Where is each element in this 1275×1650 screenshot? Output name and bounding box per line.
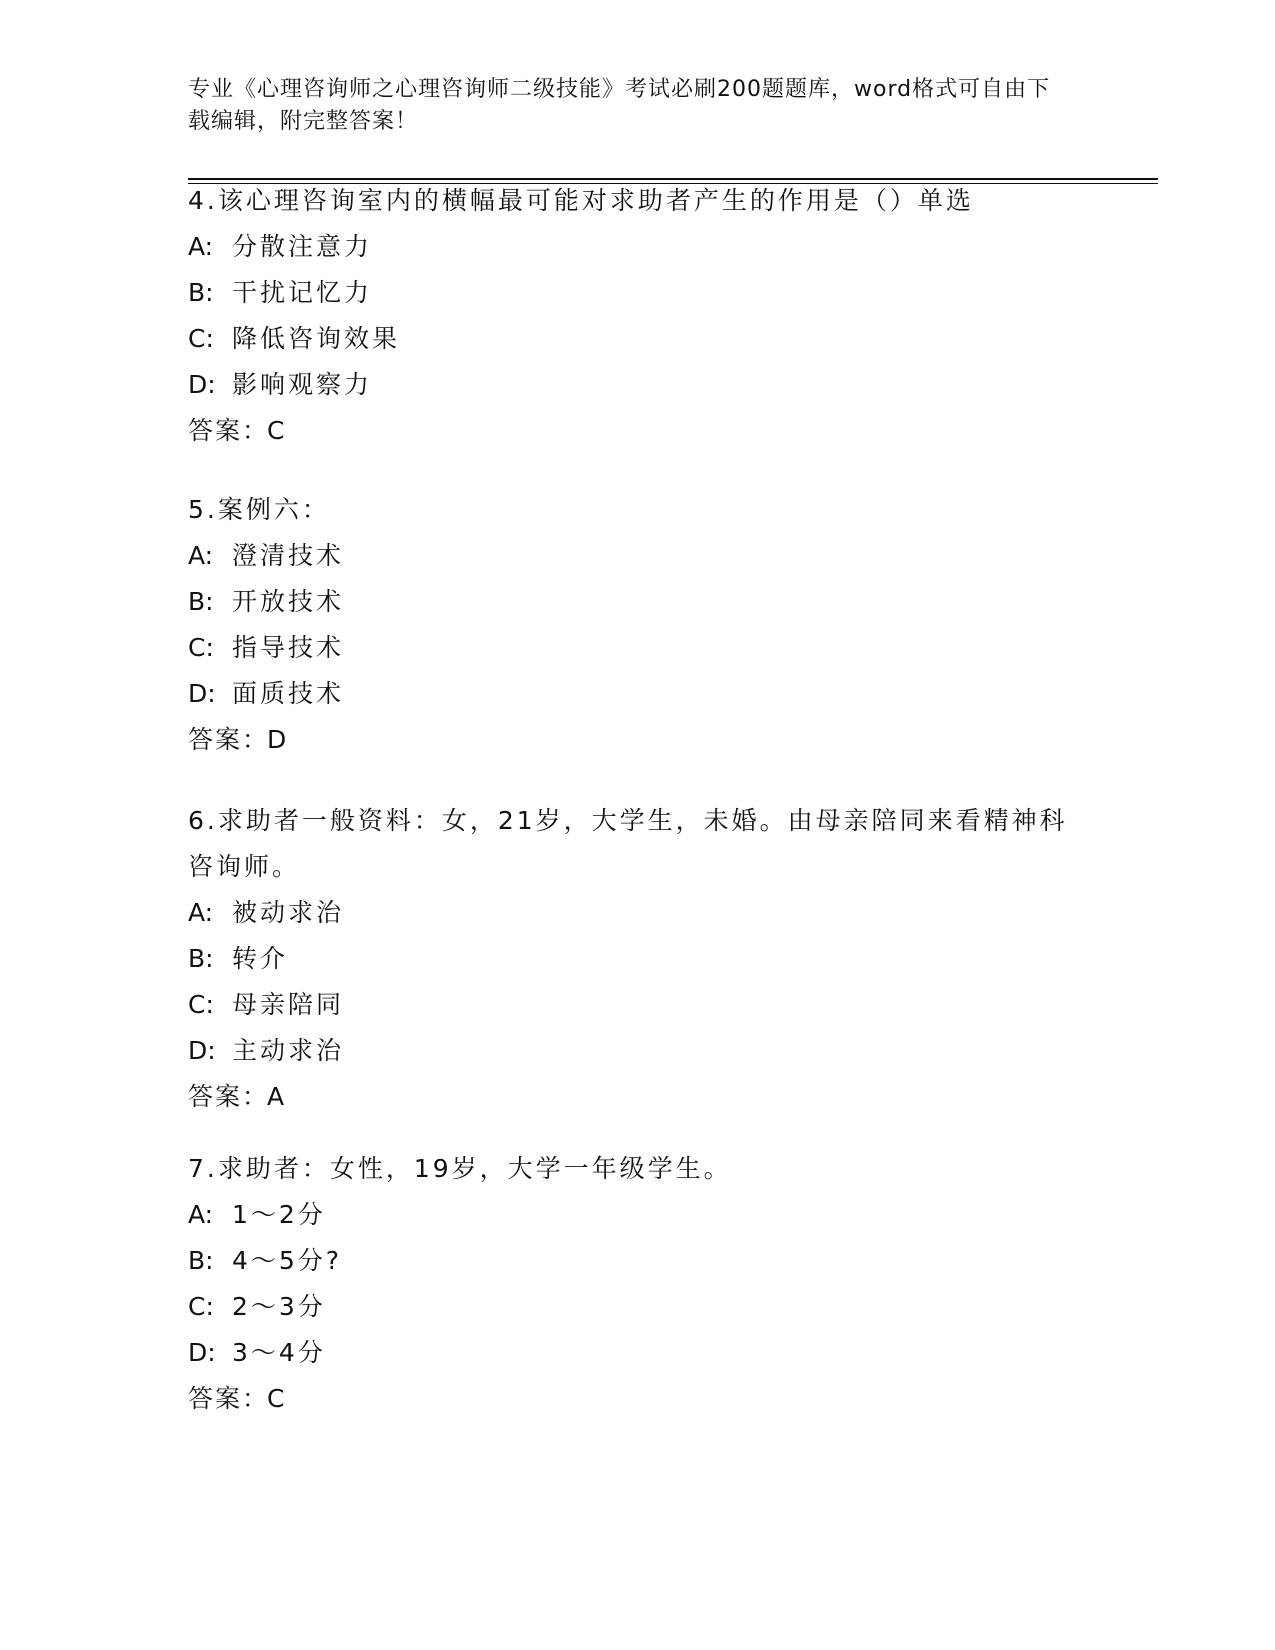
- option-text: 指导技术: [232, 633, 345, 662]
- answer-label: 答案: [188, 416, 243, 445]
- option-key: A:: [188, 232, 214, 261]
- option-text: 被动求治: [232, 898, 345, 927]
- option-text: 澄清技术: [232, 541, 345, 570]
- question-stem: 6.求助者一般资料：女，21岁，大学生，未婚。由母亲陪同来看精神科咨询师。: [188, 806, 1068, 881]
- option-key: B:: [188, 587, 214, 616]
- answer-label: 答案: [188, 725, 243, 754]
- option-key: C:: [188, 324, 214, 353]
- option-key: D:: [188, 1338, 216, 1367]
- option-text: 影响观察力: [232, 370, 373, 399]
- option-text: 2～3分: [232, 1292, 326, 1321]
- option-key: A:: [188, 898, 214, 927]
- option-text: 3～4分: [232, 1338, 326, 1367]
- option-text: 开放技术: [232, 587, 345, 616]
- option-key: B:: [188, 944, 214, 973]
- option-c: [188, 625, 1088, 671]
- option-text: 干扰记忆力: [232, 278, 373, 307]
- answer-line: [188, 408, 1088, 454]
- question-stem: 7.求助者：女性，19岁，大学一年级学生。: [188, 1154, 732, 1183]
- option-key: A:: [188, 541, 214, 570]
- option-a: [188, 890, 1088, 936]
- option-text: 分散注意力: [232, 232, 373, 261]
- option-key: D:: [188, 679, 216, 708]
- option-text: 降低咨询效果: [232, 324, 401, 353]
- option-b: [188, 270, 1088, 316]
- document-header: 专业《心理咨询师之心理咨询师二级技能》考试必刷200题题库，word格式可自由下载编辑，附完整答案！: [188, 77, 1051, 134]
- answer-value: A: [267, 1082, 285, 1111]
- answer-separator: ：: [242, 725, 268, 754]
- option-c: [188, 316, 1088, 362]
- question-7: [188, 1146, 1088, 1422]
- answer-separator: ：: [242, 416, 268, 445]
- option-d: [188, 1330, 1088, 1376]
- option-key: C:: [188, 990, 214, 1019]
- option-key: B:: [188, 278, 214, 307]
- answer-separator: ：: [242, 1384, 268, 1413]
- answer-value: C: [267, 1384, 285, 1413]
- question-5: [188, 487, 1088, 763]
- option-text: 转介: [232, 944, 289, 973]
- option-key: C:: [188, 1292, 214, 1321]
- option-key: C:: [188, 633, 214, 662]
- option-key: D:: [188, 370, 216, 399]
- option-key: D:: [188, 1036, 216, 1065]
- question-6: [188, 798, 1088, 1120]
- answer-value: C: [267, 416, 285, 445]
- answer-line: [188, 717, 1088, 763]
- answer-label: 答案: [188, 1384, 243, 1413]
- option-b: [188, 1238, 1088, 1284]
- answer-value: D: [267, 725, 287, 754]
- question-stem: 5.案例六：: [188, 495, 330, 524]
- option-b: [188, 579, 1088, 625]
- question-4: [188, 178, 1088, 454]
- question-stem: 4.该心理咨询室内的横幅最可能对求助者产生的作用是（）单选: [188, 186, 974, 215]
- option-d: [188, 362, 1088, 408]
- option-text: 面质技术: [232, 679, 345, 708]
- answer-line: [188, 1074, 1088, 1120]
- option-text: 母亲陪同: [232, 990, 345, 1019]
- answer-line: [188, 1376, 1088, 1422]
- option-d: [188, 1028, 1088, 1074]
- answer-separator: ：: [242, 1082, 268, 1111]
- option-c: [188, 982, 1088, 1028]
- option-key: B:: [188, 1246, 214, 1275]
- option-c: [188, 1284, 1088, 1330]
- option-text: 主动求治: [232, 1036, 345, 1065]
- option-b: [188, 936, 1088, 982]
- option-text: 4～5分?: [232, 1246, 343, 1275]
- option-a: [188, 533, 1088, 579]
- option-text: 1～2分: [232, 1200, 326, 1229]
- option-d: [188, 671, 1088, 717]
- option-a: [188, 1192, 1088, 1238]
- answer-label: 答案: [188, 1082, 243, 1111]
- option-a: [188, 224, 1088, 270]
- option-key: A:: [188, 1200, 214, 1229]
